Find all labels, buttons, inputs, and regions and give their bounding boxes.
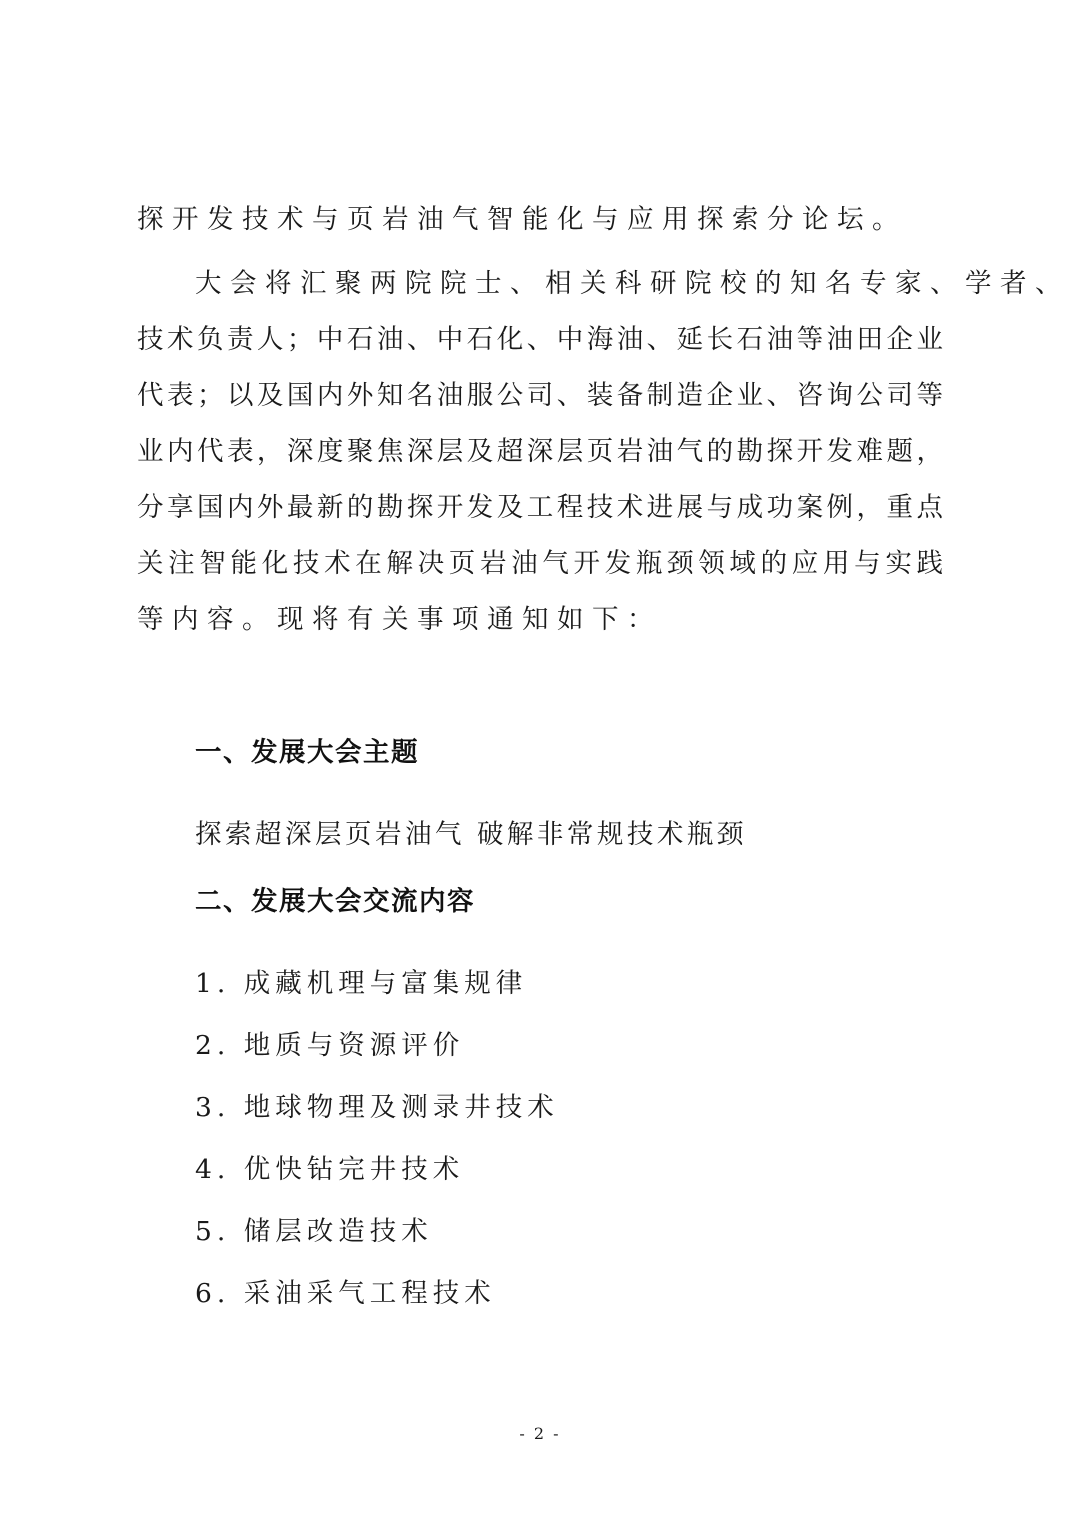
intro-line: 代表；以及国内外知名油服公司、装备制造企业、咨询公司等: [137, 380, 943, 411]
intro-line: 技术负责人；中石油、中石化、中海油、延长石油等油田企业: [137, 324, 943, 355]
list-item: 3. 地球物理及测录井技术: [195, 1092, 559, 1123]
section-2-heading: 二、发展大会交流内容: [195, 886, 475, 917]
page-number: - 2 -: [519, 1424, 561, 1443]
intro-line: 等内容。现将有关事项通知如下：: [137, 604, 662, 635]
theme-text: 探索超深层页岩油气 破解非常规技术瓶颈: [195, 819, 747, 850]
list-item: 1. 成藏机理与富集规律: [195, 968, 528, 999]
intro-line: 分享国内外最新的勘探开发及工程技术进展与成功案例，重点: [137, 492, 943, 523]
list-item: 6. 采油采气工程技术: [195, 1278, 496, 1309]
list-item: 2. 地质与资源评价: [195, 1030, 465, 1061]
paragraph-continuation: 探开发技术与页岩油气智能化与应用探索分论坛。: [137, 204, 907, 235]
intro-line: 关注智能化技术在解决页岩油气开发瓶颈领域的应用与实践: [137, 548, 943, 579]
list-item: 4. 优快钻完井技术: [195, 1154, 465, 1185]
list-item: 5. 储层改造技术: [195, 1216, 433, 1247]
section-1-heading: 一、发展大会主题: [195, 737, 419, 768]
intro-line: 大会将汇聚两院院士、相关科研院校的知名专家、学者、: [195, 268, 1070, 299]
intro-line: 业内代表，深度聚焦深层及超深层页岩油气的勘探开发难题，: [137, 436, 943, 467]
